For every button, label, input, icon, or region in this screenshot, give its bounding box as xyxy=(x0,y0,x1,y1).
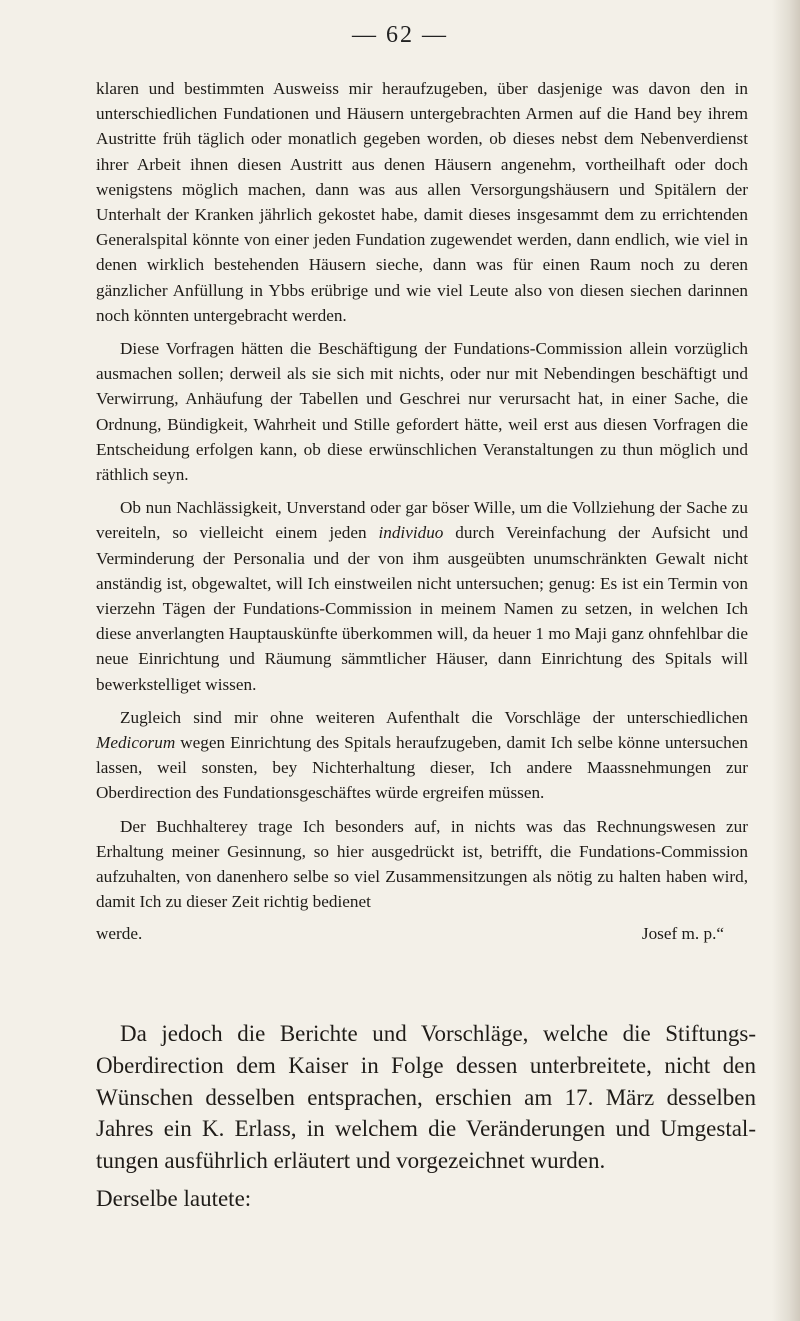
page-number: — 62 — xyxy=(352,22,448,48)
paragraph-2: Diese Vorfragen hätten die Beschäftigung der Fundations-Commission allein vorzüglich ausmachen sollen; derweil als sie sich mit nichts, oder nur mit Nebendingen beschäftigt und Verwirrung, Anhäufung der Tabellen und Geschrei nur verursacht hat, in einer Sache, die Ordnung, Bündigkeit, Wahrheit und Stille gefordert hätte, weil erst aus diesen Vorfragen die Entscheidung erfolgen kann, ob diese erwünschlichen Veranstaltungen zu thun möglich und räthlich seyn. xyxy=(96,339,748,485)
paragraph-4-part-1: Zugleich sind mir ohne weiteren Aufenthalt die Vorschläge der unterschiedlichen xyxy=(120,707,748,727)
signature: Josef m. p.“ xyxy=(641,923,724,943)
paragraph-4-latin-term: Medicorum xyxy=(96,733,176,753)
letter-body xyxy=(96,76,748,946)
paragraph-3 xyxy=(96,495,748,697)
narrative-paragraph: Da jedoch die Berichte und Vorschläge, welche die Stiftungs-Oberdirection dem Kaiser in Folge dessen unterbreitete, nicht den Wünschen desselben entsprachen, erschien am 17. März desselben Jahres ein K. Erlass, in welchem die Veränderungen und Umgestaltungen ausführlich erläutert und vorgezeichnet wurden. xyxy=(96,1021,756,1174)
page-edge-shadow xyxy=(772,0,800,1321)
narrative-text xyxy=(96,1018,756,1215)
paragraph-4 xyxy=(96,705,748,806)
paragraph-1: klaren und bestimmten Ausweiss mir heraufzugeben, über dasjenige was davon den in unterschiedlichen Fundationen und Häusern untergebrachten Armen auf die Hand bey ihrem Austritte früh täglich oder monatlich gegeben worden, ob dieses nebst dem Nebenverdienst ihrer Arbeit ihnen diesen Austritt aus denen Häusern angenehm, vortheilhaft oder doch wenigstens möglich machen, dann was aus allen Versorgungshäusern und Spitälern der Unterhalt der Kranken jährlich gekostet habe, damit dieses insgesammt dem zu errichtenden Generalspital könnte von einer jeden Fundation zugewendet werden, dann endlich, wie viel in denen wirklich bestehenden Häusern sieche, dann was für einen Raum noch zu deren gänzlicher Anfüllung in Ybbs erübrige und wie viel Leute also von diesen siechen darinnen noch könnten untergebracht werden. xyxy=(96,79,748,325)
paragraph-3-part-2: durch Vereinfachung der Aufsicht und Verminderung der Personalia und der von ihm ausgeübten unumschränkten Gewalt nicht anständig ist, obgewaltet, will Ich einstweilen nicht untersuchen; genug: Es ist ein Termin von vierzehn Tägen der Fundations-Commission in meinem Namen zu setzen, in welchen Ich diese anverlangten Hauptauskünfte überkommen will, da heuer 1 mo Maji ganz ohnfehlbar die neue Einrichtung und Räumung sämmtlicher Häuser, dann Einrichtung des Spitals will bewerkstelliget wissen. xyxy=(96,523,748,694)
paragraph-3-latin-term: individuo xyxy=(378,523,444,543)
closing-line: Derselbe lautete: xyxy=(96,1185,252,1211)
signature-left: werde. xyxy=(96,923,143,943)
paragraph-5: Der Buchhalterey trage Ich besonders auf, in nichts was das Rechnungswesen zur Erhaltung meiner Gesinnung, so hier ausgedrückt ist, betrifft, die Fundations-Commission aufzuhalten, von danenhero selbe so viel Zusammensitzungen als nötig zu halten haben wird, damit Ich zu dieser Zeit richtig bedienet xyxy=(96,816,748,912)
paragraph-3-part-1: Ob nun Nachlässigkeit, Unverstand oder gar böser Wille, um die Vollziehung der Sache zu vereiteln, so vielleicht einem jeden xyxy=(96,498,748,543)
paragraph-4-part-2: wegen Einrichtung des Spitals heraufzugeben, damit Ich selbe könne untersuchen lassen, weil sonsten, bey Nichterhaltung dieser, Ich andere Maassnehmungen zur Oberdirection des Fundationsgeschäftes würde ergreifen müssen. xyxy=(96,733,748,803)
signature-line xyxy=(96,921,748,946)
